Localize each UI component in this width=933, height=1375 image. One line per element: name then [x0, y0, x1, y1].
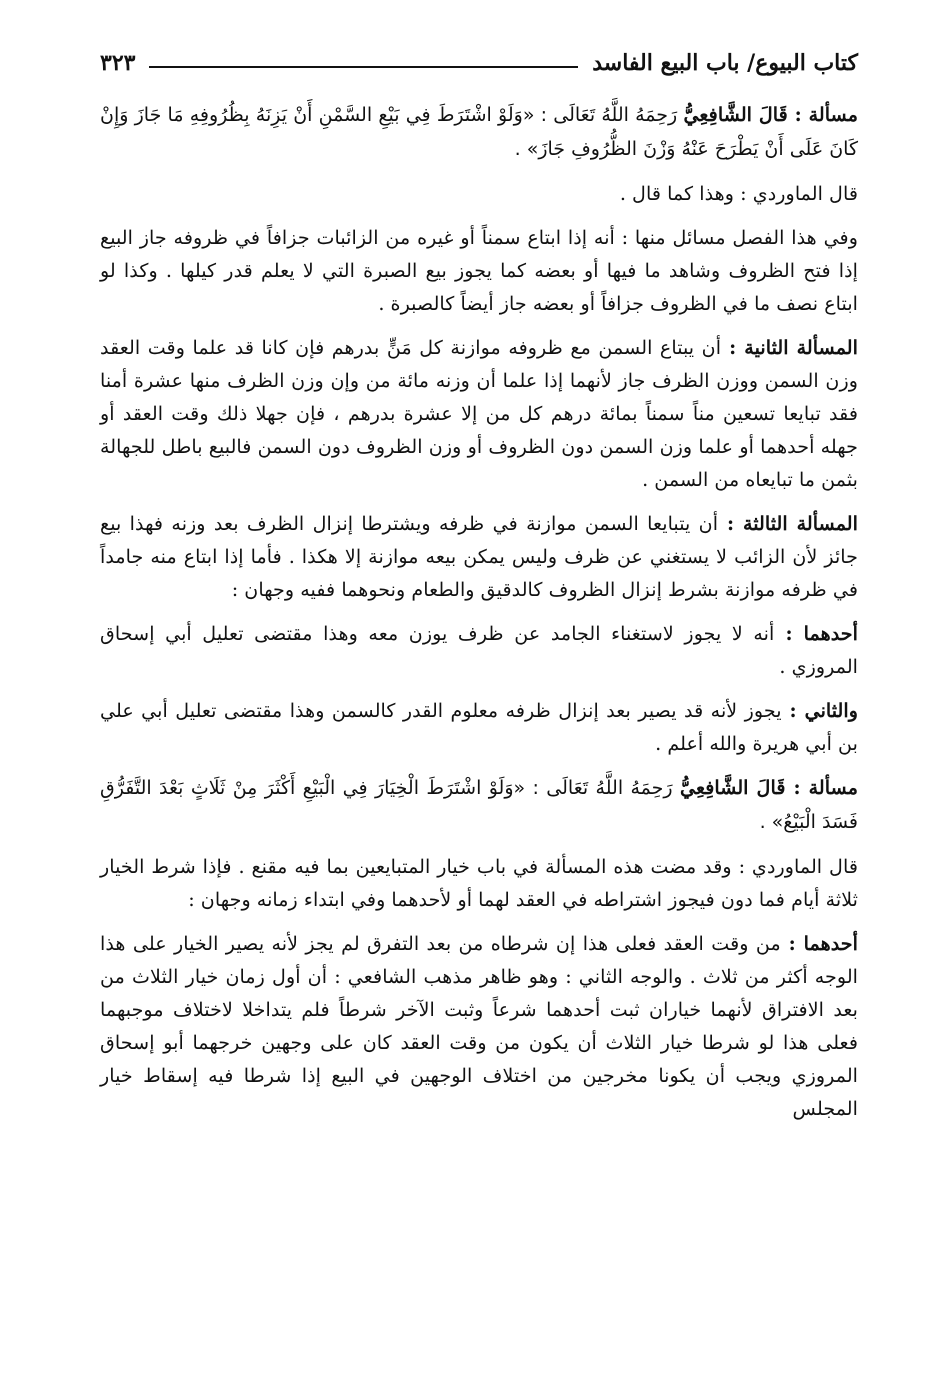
paragraph-5	[100, 507, 858, 606]
running-title: كتاب البيوع/ باب البيع الفاسد	[592, 50, 858, 76]
paragraph-text: أنه لا يجوز لاستغناء الجامد عن ظرف يوزن معه وهذا مقتضى تعليل أبي إسحاق المروزي .	[100, 622, 858, 678]
paragraph-text: رَحِمَهُ اللَّهُ تَعَالَى : «وَلَوْ اشْتَرَطَ فِي بَيْعِ السَّمْنِ أَنْ يَزِنَهُ بِظُرُوفِهِ مَا جَازَ وَإِنْ كَانَ عَلَى أَنْ يَطْرَحَ عَنْهُ وَزْنَ الظُّرُوفِ جَازَ» .	[100, 104, 858, 160]
paragraph-lead: والثاني :	[781, 699, 858, 722]
paragraph-lead: مسألة :	[787, 103, 858, 126]
paragraph-speaker: قَالَ الشَّافِعِيُّ	[683, 103, 788, 126]
paragraph-6	[100, 617, 858, 683]
paragraph-text: يجوز لأنه قد يصير بعد إنزال ظرفه معلوم القدر كالسمن وهذا مقتضى تعليل أبي علي بن أبي هريرة والله أعلم .	[100, 699, 858, 755]
paragraph-3	[100, 221, 858, 320]
paragraph-9	[100, 850, 858, 916]
paragraph-lead: أحدهما :	[780, 932, 858, 955]
paragraph-1	[100, 98, 858, 166]
paragraph-text: قال الماوردي : وهذا كما قال .	[619, 182, 858, 205]
page-number: ٣٢٣	[100, 50, 136, 76]
paragraph-text: وفي هذا الفصل مسائل منها : أنه إذا ابتاع سمناً أو غيره من الزائبات جزافاً في ظروفه جاز البيع إذا فتح الظروف وشاهد ما فيها أو بعضه كما يجوز بيع الصبرة التي لا يعلم قدر كيلها . وكذا لو ابتاع نصف ما في الظروف جزافاً أو بعضه جاز أيضاً كالصبرة .	[100, 226, 858, 315]
paragraph-4	[100, 331, 858, 496]
paragraph-2	[100, 177, 858, 210]
paragraph-text: أن يتبايعا السمن موازنة في ظرفه ويشترطا إنزال الظرف بعد وزنه فهذا بيع جائز لأن الزائب لا يستغني عن ظرف وليس يمكن بيعه موازنة إلا هكذا . فأما إذا ابتاع منه جامداً في ظرفه موازنة بشرط إنزال الظروف كالدقيق والطعام ونحوهما ففيه وجهان :	[100, 512, 858, 601]
paragraph-text: أن يبتاع السمن مع ظروفه موازنة كل مَنٍّ بدرهم فإن كانا قد علما وقت العقد وزن السمن ووزن الظرف جاز لأنهما إذا علما أن وزنه مائة من وإن وزن الظرف منها عشرة أمنا فقد تبايعا تسعين مناً سمناً بمائة درهم كل من إلا عشرة بدرهم ، فإن جهلا ذلك وقت العقد أو جهله أحدهما أو علما وزن السمن دون الظروف أو وزن الظروف دون السمن فالبيع باطل للجهالة بثمن ما تبايعاه من السمن .	[100, 336, 858, 491]
paragraph-8	[100, 771, 858, 839]
paragraph-lead: المسألة الثانية :	[721, 336, 858, 359]
paragraph-lead: مسألة :	[785, 776, 858, 799]
page-body	[100, 98, 858, 1125]
paragraph-lead: المسألة الثالثة :	[718, 512, 858, 535]
paragraph-text: قال الماوردي : وقد مضت هذه المسألة في باب خيار المتبايعين بما فيه مقنع . فإذا شرط الخيار ثلاثة أيام فما دون فيجوز اشتراطه في العقد لهما أو لأحدهما وفي ابتداء زمانه وجهان :	[100, 855, 858, 911]
paragraph-lead: أحدهما :	[774, 622, 858, 645]
paragraph-speaker: قَالَ الشَّافِعِيُّ	[679, 776, 786, 799]
page-header	[100, 44, 858, 82]
book-page	[100, 44, 858, 1136]
paragraph-text: من وقت العقد فعلى هذا إن شرطاه من بعد التفرق لم يجز لأنه يصير الخيار على هذا الوجه أكثر من ثلاث . والوجه الثاني : وهو ظاهر مذهب الشافعي : أن أول زمان خيار الثلاث من بعد الافتراق لأنهما خياران ثبت أحدهما شرعاً وثبت الآخر شرطاً فلم يتداخلا لاختلاف موجبهما فعلى هذا لو شرطا خيار الثلاث أن يكون من وقت العقد كان على وجهين خرجهما أبو إسحاق المروزي ويجب أن يكونا مخرجين من اختلاف الوجهين في البيع إذا شرطا فيه إسقاط خيار المجلس	[100, 932, 858, 1120]
header-rule	[149, 66, 578, 68]
paragraph-text: رَحِمَهُ اللَّهُ تَعَالَى : «وَلَوْ اشْتَرَطَ الْخِيَارَ فِي الْبَيْعِ أَكْثَرَ مِنْ ثَلَاثٍ بَعْدَ التَّفَرُّقِ فَسَدَ الْبَيْعُ» .	[100, 777, 858, 833]
paragraph-7	[100, 694, 858, 760]
paragraph-10	[100, 927, 858, 1125]
